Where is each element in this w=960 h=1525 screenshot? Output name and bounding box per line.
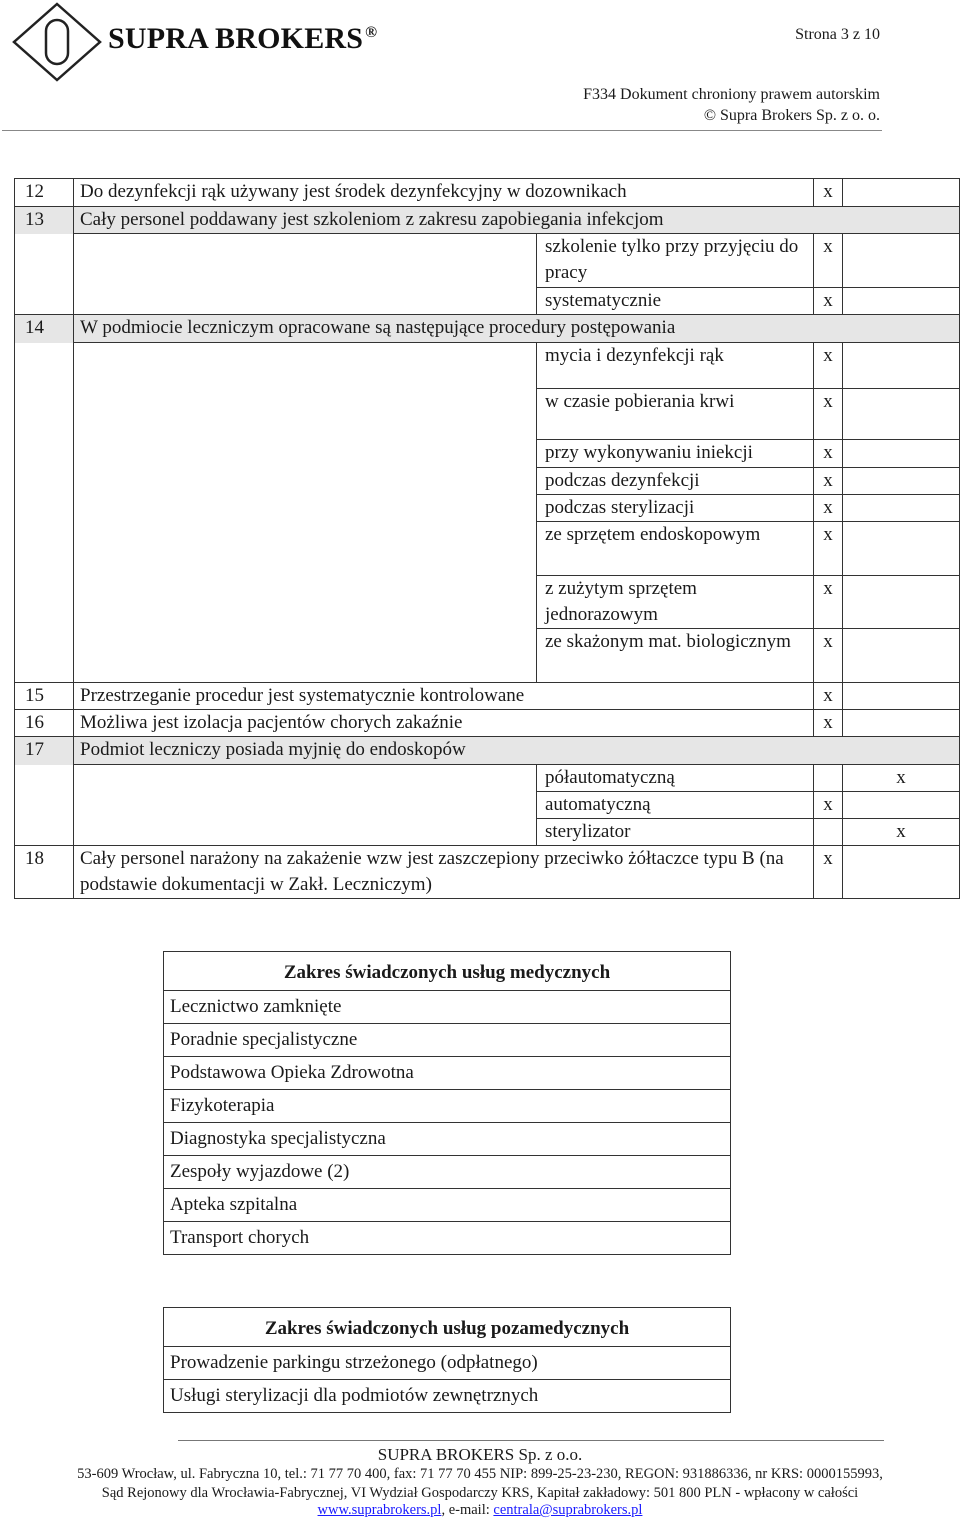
website-link[interactable]: www.suprabrokers.pl [317, 1502, 442, 1518]
mark-no [843, 710, 960, 737]
row-number: 14 [15, 315, 74, 343]
row-text: Cały personel poddawany jest szkoleniom z zakresu zapobiegania infekcjom [74, 207, 960, 234]
sub-item-text: w czasie pobierania krwi [537, 389, 814, 440]
sub-item-text: podczas dezynfekcji [537, 468, 814, 495]
mark-no [843, 846, 960, 899]
sub-item-text: z zużytym sprzętem jednorazowym [537, 576, 814, 629]
list-item: Usługi sterylizacji dla podmiotów zewnętrznych [164, 1380, 731, 1413]
mark-yes: x [814, 576, 843, 629]
brand-name: SUPRA BROKERS ® [108, 22, 378, 55]
medical-services-table [163, 951, 731, 1255]
list-item: Lecznictwo zamknięte [164, 991, 731, 1024]
list-item: Transport chorych [164, 1222, 731, 1255]
document-note: F334 Dokument chroniony prawem autorskim [583, 86, 880, 103]
mark-yes: x [814, 683, 843, 710]
row-text: Cały personel narażony na zakażenie wzw jest zaszczepiony przeciwko żółtaczce typu B (na podstawie dokumentacji w Zakł. Leczniczym) [74, 846, 814, 899]
mark-yes: x [814, 468, 843, 495]
footer-court-info: Sąd Rejonowy dla Wrocławia-Fabrycznej, VI Wydział Gospodarczy KRS, Kapitał zakładowy: 501 800 PLN - wpłacony w całości [101, 1485, 859, 1501]
sub-item-text: półautomatyczną [537, 765, 814, 792]
mark-no [843, 343, 960, 389]
table-row [15, 846, 960, 899]
mark-no [843, 792, 960, 819]
table-row [15, 765, 960, 792]
mark-yes [814, 765, 843, 792]
mark-yes: x [814, 234, 843, 288]
footer-company: SUPRA BROKERS Sp. z o.o. [377, 1445, 583, 1464]
row-number: 15 [15, 683, 74, 710]
sub-item-text: ze skażonym mat. biologicznym [537, 629, 814, 683]
row-number: 12 [15, 179, 74, 207]
row-number: 17 [15, 737, 74, 765]
mark-no [843, 288, 960, 315]
registered-mark: ® [365, 24, 378, 41]
mark-yes: x [814, 440, 843, 468]
mark-no [843, 576, 960, 629]
nonmedical-services-title: Zakres świadczonych usług pozamedycznych [164, 1308, 731, 1347]
list-item: Poradnie specjalistyczne [164, 1024, 731, 1057]
table-row [15, 737, 960, 765]
mark-yes: x [814, 343, 843, 389]
table-row [15, 710, 960, 737]
sub-item-text: ze sprzętem endoskopowym [537, 522, 814, 576]
row-number: 13 [15, 207, 74, 234]
mark-no: x [843, 765, 960, 792]
sub-item-text: systematycznie [537, 288, 814, 315]
mark-no [843, 440, 960, 468]
header-divider [2, 130, 882, 131]
mark-yes: x [814, 522, 843, 576]
table-row [15, 343, 960, 389]
row-text: W podmiocie leczniczym opracowane są następujące procedury postępowania [74, 315, 960, 343]
logo-icon [12, 2, 102, 82]
list-item: Diagnostyka specjalistyczna [164, 1123, 731, 1156]
sub-item-text: mycia i dezynfekcji rąk [537, 343, 814, 389]
footer-divider [178, 1440, 884, 1441]
table-row [15, 207, 960, 234]
mark-no [843, 468, 960, 495]
sub-item-text: szkolenie tylko przy przyjęciu do pracy [537, 234, 814, 288]
row-text: Podmiot leczniczy posiada myjnię do endoskopów [74, 737, 960, 765]
mark-no [843, 683, 960, 710]
row-text: Przestrzeganie procedur jest systematycznie kontrolowane [74, 683, 814, 710]
mark-no [843, 389, 960, 440]
table-row [15, 234, 960, 288]
table-row [15, 315, 960, 343]
mark-yes: x [814, 710, 843, 737]
mark-no [843, 495, 960, 522]
row-text: Do dezynfekcji rąk używany jest środek dezynfekcyjny w dozownikach [74, 179, 814, 207]
mark-yes: x [814, 288, 843, 315]
sub-item-text: podczas sterylizacji [537, 495, 814, 522]
checklist-table [14, 178, 960, 899]
mark-yes [814, 819, 843, 846]
mark-yes: x [814, 792, 843, 819]
list-item: Prowadzenie parkingu strzeżonego (odpłatnego) [164, 1347, 731, 1380]
mark-no [843, 629, 960, 683]
mark-no [843, 522, 960, 576]
row-number: 18 [15, 846, 74, 899]
list-item: Zespoły wyjazdowe (2) [164, 1156, 731, 1189]
list-item: Podstawowa Opieka Zdrowotna [164, 1057, 731, 1090]
mark-yes: x [814, 846, 843, 899]
footer-address: 53-609 Wrocław, ul. Fabryczna 10, tel.: 71 77 70 400, fax: 71 77 70 455 NIP: 899-25-23-230, REGON: 931886336, nr KRS: 0000155993, [77, 1466, 883, 1482]
mark-no [843, 179, 960, 207]
mark-no: x [843, 819, 960, 846]
mark-yes: x [814, 179, 843, 207]
mark-yes: x [814, 629, 843, 683]
page-number: Strona 3 z 10 [795, 26, 880, 43]
sub-item-text: automatyczną [537, 792, 814, 819]
table-row [15, 179, 960, 207]
sub-item-text: sterylizator [537, 819, 814, 846]
row-text: Możliwa jest izolacja pacjentów chorych zakaźnie [74, 710, 814, 737]
copyright-note: © Supra Brokers Sp. z o. o. [703, 107, 880, 124]
footer-contact [0, 1502, 960, 1519]
row-number: 16 [15, 710, 74, 737]
list-item: Apteka szpitalna [164, 1189, 731, 1222]
email-label: , e-mail: [441, 1502, 494, 1518]
medical-services-title: Zakres świadczonych usług medycznych [164, 952, 731, 991]
mark-yes: x [814, 495, 843, 522]
nonmedical-services-table [163, 1307, 731, 1413]
list-item: Fizykoterapia [164, 1090, 731, 1123]
table-row [15, 683, 960, 710]
mark-no [843, 234, 960, 288]
mark-yes: x [814, 389, 843, 440]
email-link[interactable]: centrala@suprabrokers.pl [493, 1502, 643, 1518]
sub-item-text: przy wykonywaniu iniekcji [537, 440, 814, 468]
